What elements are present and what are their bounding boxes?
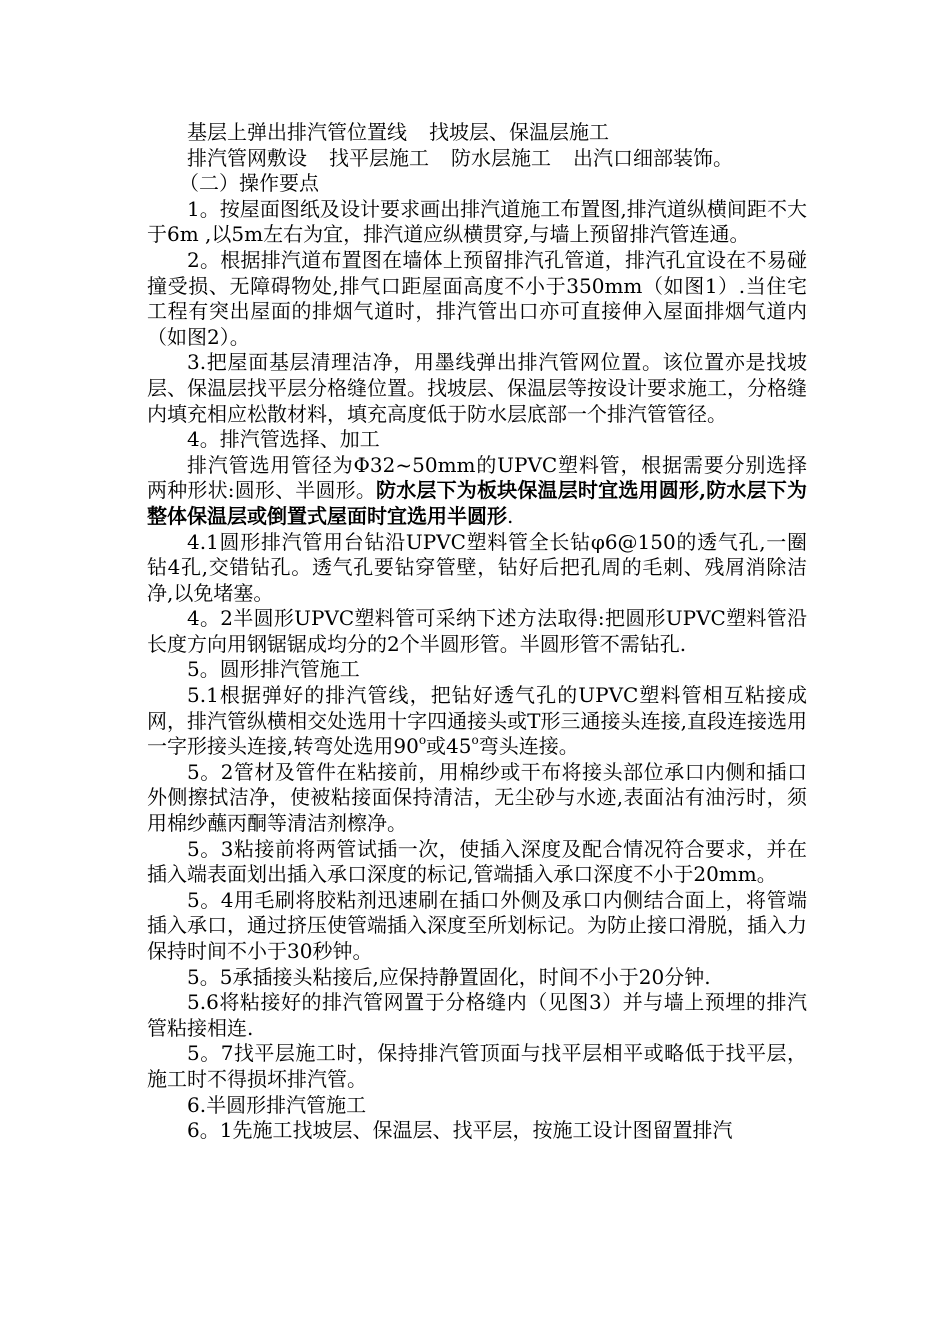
paragraph-5-5: 5。5承插接头粘接后,应保持静置固化，时间不小于20分钟.: [187, 964, 711, 989]
heading-4: 4。排汽管选择、加工: [187, 427, 380, 452]
paragraph-4-2: 4。2半圆形UPVC塑料管可采纳下述方法取得:把圆形UPVC塑料管沿长度方向用钢锯锯成均分的2个半圆形管。半圆形管不需钻孔.: [147, 606, 807, 656]
flow-step: 基层上弹出排汽管位置线: [187, 120, 407, 144]
paragraph-5-1-text: 或45: [426, 734, 472, 759]
section-heading-operations: （二）操作要点: [179, 171, 319, 196]
paragraph-5-6: 5.6将粘接好的排汽管网置于分格缝内（见图3）并与墙上预埋的排汽管粘接相连.: [147, 990, 807, 1040]
document-page: [147, 120, 807, 1144]
paragraph-3: 3.把屋面基层清理洁净，用墨线弹出排汽管网位置。该位置亦是找坡层、保温层找平层分格缝位置。找坡层、保温层等按设计要求施工，分格缝内填充相应松散材料，填充高度低于防水层底部一个排汽管管径。: [147, 350, 807, 426]
paragraph-4-end: .: [507, 503, 514, 528]
flow-step: 防水层施工: [451, 145, 551, 170]
paragraph-4-bold-text: 防水层下为板块保温层时宜选用圆形,防水层下为整体保温层或倒置式屋面时宜选用半圆形: [147, 478, 807, 528]
flow-step: 找坡层、保温层施工: [429, 120, 609, 144]
paragraph-5-7: 5。7找平层施工时，保持排汽管顶面与找平层相平或略低于找平层，施工时不得损坏排汽管。: [147, 1041, 807, 1091]
process-flow-line-2: [147, 146, 807, 172]
paragraph-1: 1。按屋面图纸及设计要求画出排汽道施工布置图,排汽道纵横间距不大于6m ,以5m左右为宜，排汽道应纵横贯穿,与墙上预留排汽管连通。: [147, 196, 807, 247]
flow-step: 找平层施工: [329, 145, 429, 170]
heading-5: 5。圆形排汽管施工: [187, 657, 360, 682]
flow-step: 出汽口细部装饰。: [573, 145, 733, 170]
paragraph-4-1: 4.1圆形排汽管用台钻沿UPVC塑料管全长钻φ6@150的透气孔,一圈钻4孔,交错钻孔。透气孔要钻穿管壁，钻好后把孔周的毛刺、残屑消除洁净,以免堵塞。: [147, 529, 807, 605]
paragraph-5-3: 5。3粘接前将两管试插一次，使插入深度及配合情况符合要求，并在插入端表面划出插入承口深度的标记,管端插入承口深度不小于20mm。: [147, 836, 807, 887]
paragraph-5-2: 5。2管材及管件在粘接前，用棉纱或干布将接头部位承口内侧和插口外侧擦拭洁净，使被粘接面保持清洁，无尘砂与水迹,表面沾有油污时，须用棉纱蘸丙酮等清洁剂檫净。: [147, 759, 807, 836]
heading-6: 6.半圆形排汽管施工: [187, 1092, 367, 1117]
paragraph-4-text: 排汽管选用管径为Φ32~50mm的UPVC塑料管，根据需要分别选择两种形状:圆形、半圆形。: [147, 452, 807, 503]
paragraph-5-1-text: 弯头连接。: [478, 734, 579, 759]
paragraph-5-1-text: 5.1根据弹好的排汽管线，把钻好透气孔的UPVC塑料管相互粘接成网，排汽管纵横相交处选用十字四通接头或T形三通接头连接,直段连接选用一字形接头连接,转弯处选用90: [147, 683, 807, 759]
paragraph-5-4: 5。4用毛刷将胶粘剂迅速刷在插口外侧及承口内侧结合面上，将管端插入承口，通过挤压使管端插入深度至所划标记。为防止接口滑脱，插入力保持时间不小于30秒钟。: [147, 887, 807, 963]
paragraph-4: [147, 453, 807, 530]
paragraph-6-1: 6。1先施工找坡层、保温层、找平层，按施工设计图留置排汽: [187, 1118, 733, 1143]
degree-mark: o: [471, 733, 479, 748]
degree-mark: o: [418, 733, 427, 748]
paragraph-5-1: [147, 683, 807, 760]
flow-step: 排汽管网敷设: [187, 145, 307, 170]
process-flow-line-1: [147, 120, 807, 146]
paragraph-2: 2。根据排汽道布置图在墙体上预留排汽孔管道，排汽孔宜设在不易碰撞受损、无障碍物处,排气口距屋面高度不小于350mm（如图1）.当住宅工程有突出屋面的排烟气道时，排汽管出口亦可直接伸入屋面排烟气道内（如图2）。: [147, 247, 807, 349]
